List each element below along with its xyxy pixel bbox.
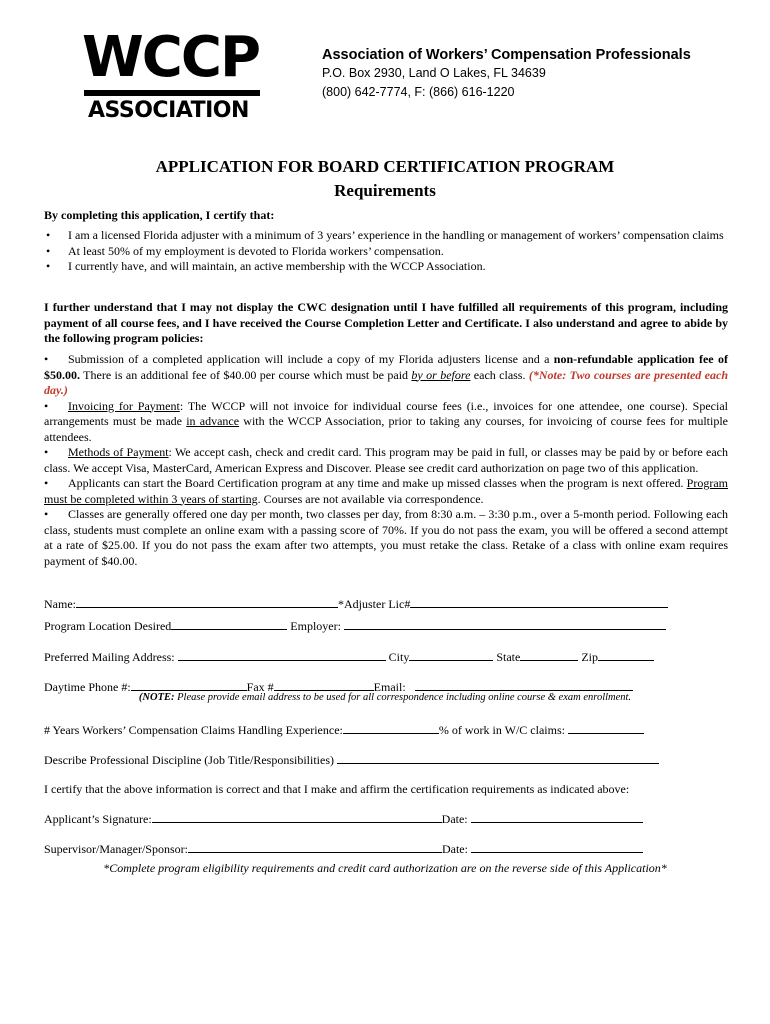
state-label: State bbox=[496, 650, 521, 664]
policies-section bbox=[44, 352, 728, 569]
wccp-logo bbox=[82, 25, 264, 126]
name-label: Name: bbox=[44, 597, 76, 611]
form-row-discipline bbox=[44, 751, 659, 768]
page-subtitle: Requirements bbox=[334, 181, 436, 200]
pct-work-field[interactable] bbox=[568, 721, 644, 734]
fax-label: Fax # bbox=[246, 680, 274, 694]
footer-note: *Complete program eligibility requirements and credit card authorization are on the reverse side of this Application* bbox=[103, 861, 667, 875]
adjuster-lic-field[interactable] bbox=[410, 595, 668, 608]
form-row-address bbox=[44, 648, 654, 665]
state-field[interactable] bbox=[520, 648, 578, 661]
form-row-location bbox=[44, 617, 666, 634]
pct-work-label: % of work in W/C claims: bbox=[438, 723, 565, 737]
org-address: P.O. Box 2930, Land O Lakes, FL 34639 bbox=[322, 66, 546, 80]
intro-text: By completing this application, I certify that: bbox=[44, 208, 275, 222]
program-location-field[interactable] bbox=[171, 617, 287, 630]
adjuster-lic-label: *Adjuster Lic# bbox=[338, 597, 411, 611]
logo-wccp-text: WCCP bbox=[82, 25, 260, 90]
logo-association-text: ASSOCIATION bbox=[88, 98, 249, 123]
logo-bar bbox=[84, 90, 260, 96]
org-name: Association of Workers’ Compensation Professionals bbox=[322, 47, 691, 63]
policy-application-fee: • Submission of a completed application will include a copy of my Florida adjusters license and a non-refundable application fee of $50.00. There is an additional fee of $40.00 per course which must be paid by or before each class. (*Note: Two courses are presented each day.) bbox=[44, 352, 728, 397]
two-courses-note: (*Note: Two courses are presented each day.) bbox=[44, 367, 728, 397]
supervisor-date-field[interactable] bbox=[471, 840, 643, 853]
policy-invoicing: • Invoicing for Payment: The WCCP will not invoice for individual course fees (i.e., invoices for one attendee, one course). Special arrangements must be made in advance with the WCCP Association, prior to taking any courses, for invoicing of course fees for multiple attendees. bbox=[44, 398, 728, 444]
org-phone: (800) 642-7774, F: (866) 616-1220 bbox=[322, 85, 515, 99]
supervisor-label: Supervisor/Manager/Sponsor: bbox=[44, 842, 188, 856]
employer-field[interactable] bbox=[344, 617, 666, 630]
zip-field[interactable] bbox=[598, 648, 654, 661]
program-location-label: Program Location Desired bbox=[44, 619, 172, 633]
form-row-supervisor-signature bbox=[44, 840, 643, 857]
email-note: (NOTE: Please provide email address to be used for all correspondence including online course & exam enrollment. bbox=[138, 692, 632, 703]
date-label: Date: bbox=[441, 812, 468, 826]
years-experience-field[interactable] bbox=[343, 721, 439, 734]
policy-class-schedule: • Classes are generally offered one day per month, two classes per day, from 8:30 a.m. – 3:30 p.m., over a 5-month period. Following each class, students must complete an online exam with a passing score of 70%. If you do not pass the exam, you will be offered a second attempt at a rate of $25.00. If you do not pass the exam after two attempts, you must retake the class. Retake of a class with online exam requires payment of $40.00. bbox=[44, 507, 728, 568]
requirements-list bbox=[44, 228, 728, 275]
years-experience-label: # Years Workers’ Compensation Claims Handling Experience: bbox=[44, 723, 343, 737]
form-row-experience bbox=[44, 721, 644, 738]
employer-label: Employer: bbox=[290, 619, 341, 633]
daytime-phone-field[interactable] bbox=[131, 678, 247, 691]
supervisor-signature-field[interactable] bbox=[188, 840, 442, 853]
org-info bbox=[322, 46, 691, 102]
policy-start-anytime: • Applicants can start the Board Certification program at any time and make up missed classes when the program is next offered. Program must be completed within 3 years of starting. Courses are not available via correspondence. bbox=[44, 476, 728, 506]
understand-paragraph: I further understand that I may not display the CWC designation until I have fulfilled all requirements of this program, including payment of all course fees, and I have received the Course Completion Letter and Certificate. I also understand and agree to abide by the following program policies: bbox=[44, 300, 728, 345]
email-label: Email: bbox=[373, 680, 406, 694]
discipline-field[interactable] bbox=[337, 751, 659, 764]
certify-statement: I certify that the above information is correct and that I make and affirm the certification requirements as indicated above: bbox=[44, 782, 630, 796]
mailing-address-field[interactable] bbox=[178, 648, 386, 661]
date-label: Date: bbox=[441, 842, 468, 856]
requirement-item: • I am a licensed Florida adjuster with a minimum of 3 years’ experience in the handling or management of workers’ compensation claims bbox=[44, 228, 728, 244]
city-label: City bbox=[388, 650, 410, 664]
zip-label: Zip bbox=[581, 650, 598, 664]
city-field[interactable] bbox=[409, 648, 493, 661]
discipline-label: Describe Professional Discipline (Job Title/Responsibilities) bbox=[44, 753, 334, 767]
mailing-address-label: Preferred Mailing Address: bbox=[44, 650, 175, 664]
email-field[interactable] bbox=[415, 678, 633, 691]
applicant-signature-label: Applicant’s Signature: bbox=[44, 812, 152, 826]
name-field[interactable] bbox=[76, 595, 338, 608]
form-row-applicant-signature bbox=[44, 810, 643, 827]
applicant-date-field[interactable] bbox=[471, 810, 643, 823]
requirement-item: • I currently have, and will maintain, an active membership with the WCCP Association. bbox=[44, 259, 728, 275]
page-title: APPLICATION FOR BOARD CERTIFICATION PROGRAM bbox=[155, 157, 615, 176]
applicant-signature-field[interactable] bbox=[152, 810, 442, 823]
daytime-phone-label: Daytime Phone #: bbox=[44, 680, 131, 694]
policy-payment-methods: • Methods of Payment: We accept cash, check and credit card. This program may be paid in full, or classes may be paid by or before each class. We accept Visa, MasterCard, American Express and Discover. Please see credit card authorization on page two of this application. bbox=[44, 445, 728, 475]
form-row-name bbox=[44, 595, 668, 612]
fax-field[interactable] bbox=[274, 678, 374, 691]
requirement-item: • At least 50% of my employment is devoted to Florida workers’ compensation. bbox=[44, 244, 728, 260]
